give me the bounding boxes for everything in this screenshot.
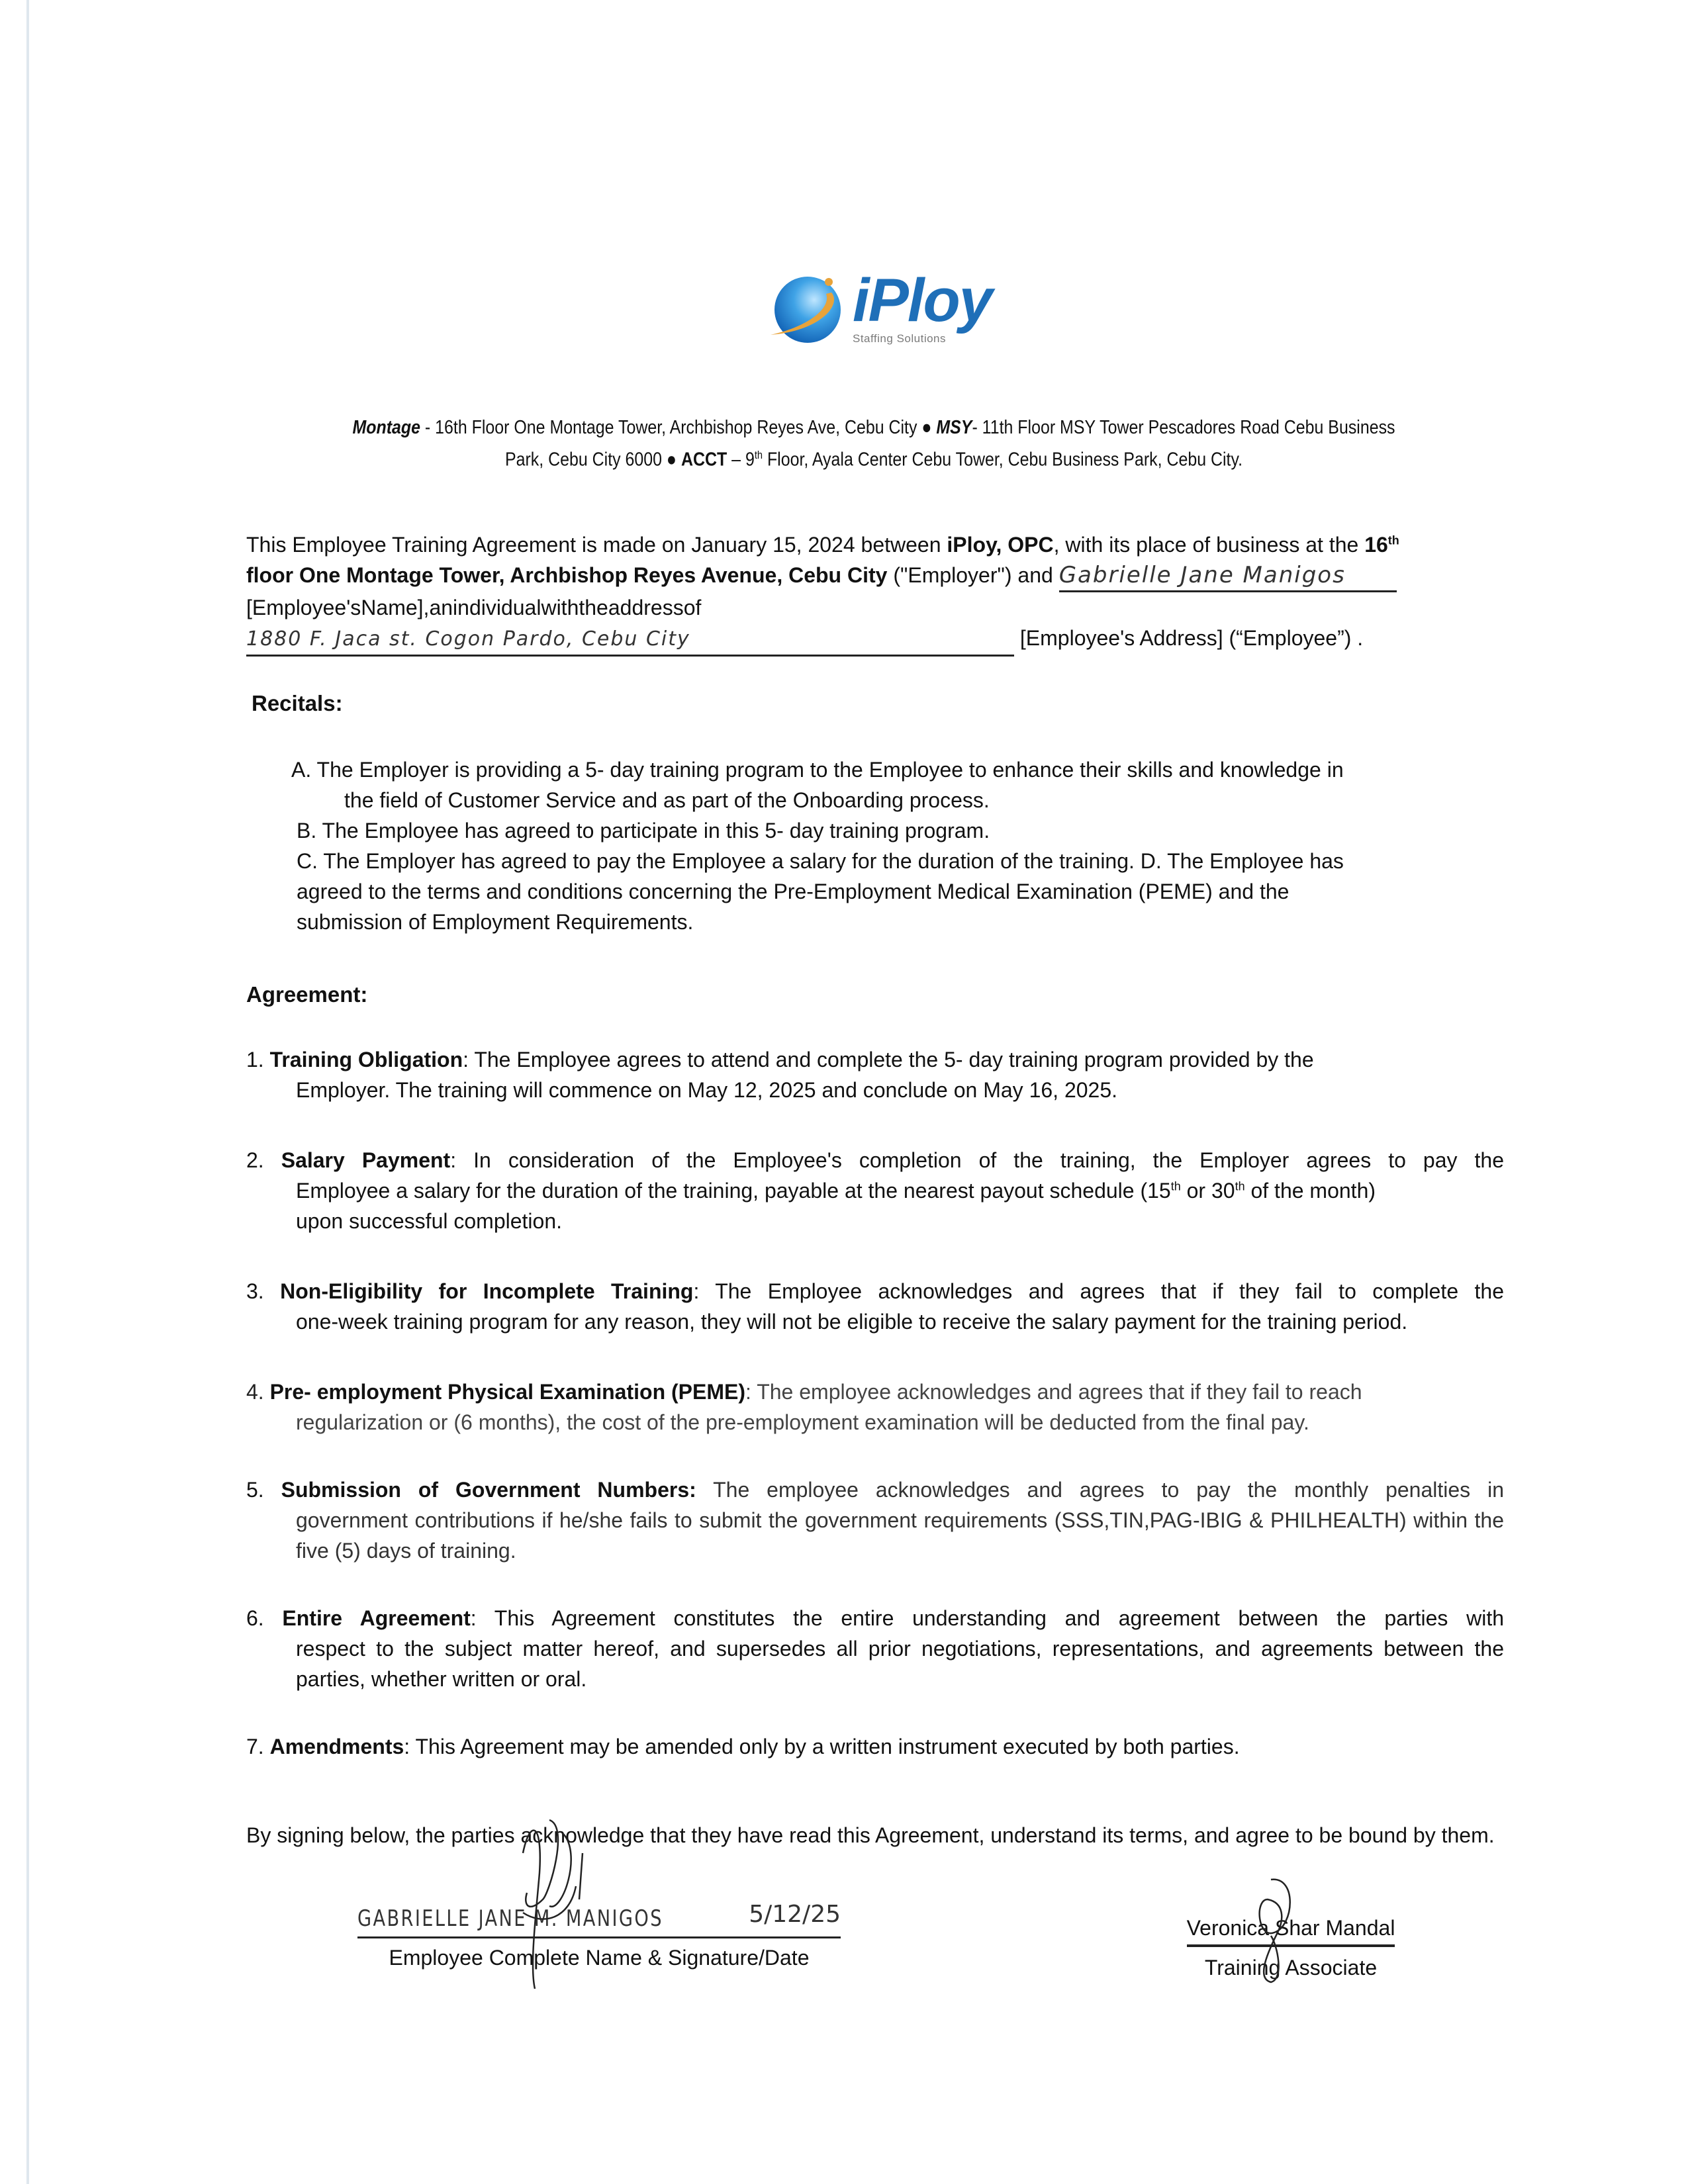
sup: th xyxy=(1170,1179,1181,1193)
employer-address: floor One Montage Tower, Archbishop Reyes Avenue, Cebu City xyxy=(246,563,888,587)
recital-c-cont: submission of Employment Requirements. xyxy=(297,910,694,934)
clause-number: 7. xyxy=(246,1735,270,1758)
company-name: iPloy, OPC xyxy=(947,533,1054,557)
intro-word: [Employee's xyxy=(246,596,361,619)
recitals-list xyxy=(291,754,1496,937)
agreement-heading: Agreement: xyxy=(246,982,368,1007)
trainer-signature-block xyxy=(1172,1913,1410,1983)
recital-b: B. The Employee has agreed to participate in this 5- day training program. xyxy=(297,819,990,842)
employee-signature-block xyxy=(357,1899,841,1973)
intro-line-4 xyxy=(246,623,1504,657)
clause-government-numbers xyxy=(246,1475,1504,1566)
acct-sup: th xyxy=(754,449,763,461)
sup: th xyxy=(1235,1179,1245,1193)
brand-tagline: Staffing Solutions xyxy=(853,332,946,345)
clause-number: 6. xyxy=(246,1606,283,1630)
msy-address: - 11th Floor MSY Tower Pescadores Road Cebu Business Park, Cebu City 6000 xyxy=(504,417,1395,471)
scan-edge-line xyxy=(26,0,29,2184)
employee-sign-date: 5/12/25 xyxy=(749,1901,841,1928)
swoosh-icon xyxy=(768,278,854,344)
intro-paragraph xyxy=(246,529,1504,657)
intro-word: Name], xyxy=(361,596,430,619)
recital-a: A. The Employer is providing a 5- day training program to the Employee to enhance their skills and knowledge in xyxy=(291,758,1344,782)
clause-text-cont xyxy=(246,1175,1504,1206)
intro-word: the xyxy=(579,596,608,619)
clause-title: Non-Eligibility for Incomplete Training xyxy=(280,1279,694,1303)
acct-label: ACCT xyxy=(680,449,727,471)
clause-text-cont: Employer. The training will commence on May 12, 2025 and conclude on May 16, 2025. xyxy=(296,1078,1118,1102)
employee-name-field[interactable]: Gabrielle Jane Manigos xyxy=(1059,560,1397,592)
floor-sup: th xyxy=(1387,533,1399,547)
clause-training-obligation xyxy=(246,1044,1504,1105)
intro-line-2 xyxy=(246,560,1504,592)
clause-number: 3. xyxy=(246,1279,281,1303)
clause-entire-agreement xyxy=(246,1603,1504,1694)
clause-text-cont: regularization or (6 months), the cost of the pre-employment examination will be deducted from the final pay. xyxy=(296,1410,1309,1434)
clause-salary-payment xyxy=(246,1145,1504,1236)
employee-signature-line[interactable] xyxy=(357,1899,841,1938)
clause-title: Amendments xyxy=(269,1735,404,1758)
intro-word: an xyxy=(429,596,453,619)
clause-number: 2. xyxy=(246,1148,281,1172)
clause-title: Salary Payment xyxy=(281,1148,451,1172)
clause-text: : This Agreement constitutes the entire understanding and agreement between the parties with xyxy=(470,1606,1505,1630)
acct-address-post: Floor, Ayala Center Cebu Tower, Cebu Business Park, Cebu City. xyxy=(763,449,1243,471)
clause-text: : The employee acknowledges and agrees that if they fail to reach xyxy=(745,1380,1362,1404)
clause-text-cont: government contributions if he/she fails to submit the government requirements (SSS,TIN,PAG-IBIG & PHILHEALTH) within the five (5) days of training. xyxy=(296,1508,1504,1563)
montage-label: Montage xyxy=(352,417,420,438)
clause-non-eligibility xyxy=(246,1276,1504,1337)
intro-word: with xyxy=(541,596,579,619)
employee-signature-label: Employee Complete Name & Signature/Date xyxy=(389,1946,810,1970)
employee-printed-name: GABRIELLE JANE M. MANIGOS xyxy=(357,1905,663,1932)
clause-text: : This Agreement may be amended only by a written instrument executed by both parties. xyxy=(404,1735,1240,1758)
clause-title: Training Obligation xyxy=(269,1048,463,1071)
trainer-name: Veronica Shar Mandal xyxy=(1187,1913,1395,1947)
intro-text: This Employee Training Agreement is made on January 15, 2024 between xyxy=(246,533,947,557)
clause-text-cont: one-week training program for any reason, they will not be eligible to receive the salary payment for the training period. xyxy=(296,1310,1408,1334)
montage-address: - 16th Floor One Montage Tower, Archbishop Reyes Ave, Cebu City xyxy=(420,417,922,438)
msy-label: MSY xyxy=(936,417,972,438)
intro-word: individual xyxy=(453,596,541,619)
clause-text: of the month) xyxy=(1244,1179,1376,1203)
agreement-clauses xyxy=(246,1044,1504,1795)
intro-line-1 xyxy=(246,529,1504,560)
clause-title: Submission of Government Numbers: xyxy=(281,1478,696,1502)
closing-statement: By signing below, the parties acknowledge that they have read this Agreement, understand its terms, and agree to be bound by them. xyxy=(246,1823,1495,1847)
brand-name: iPloy xyxy=(853,267,992,334)
clause-number: 1. xyxy=(246,1048,270,1071)
acct-address-pre: – 9 xyxy=(727,449,755,471)
clause-text: : In consideration of the Employee's completion of the training, the Employer agrees to pay the xyxy=(450,1148,1505,1172)
recital-c: C. The Employer has agreed to pay the Employee a salary for the duration of the training. D. The Employee has xyxy=(297,849,1344,873)
recital-a-cont: the field of Customer Service and as part of the Onboarding process. xyxy=(344,788,990,812)
bullet-icon: ● xyxy=(666,449,677,471)
bullet-icon: ● xyxy=(921,417,932,438)
recital-c-cont: agreed to the terms and conditions concerning the Pre-Employment Medical Examination (PEME) and the xyxy=(297,880,1289,903)
intro-text: , with its place of business at the xyxy=(1053,533,1365,557)
recitals-heading: Recitals: xyxy=(252,691,343,715)
intro-word: of xyxy=(683,596,702,619)
address-suffix: [Employee's Address] (“Employee”) . xyxy=(1014,626,1364,650)
clause-text: Employee a salary for the duration of the training, payable at the nearest payout schedule (15 xyxy=(296,1179,1171,1203)
clause-amendments xyxy=(246,1731,1504,1762)
intro-line-3 xyxy=(246,592,1491,623)
office-addresses xyxy=(339,414,1409,474)
clause-text: The employee acknowledges and agrees to pay the monthly penalties in xyxy=(696,1478,1505,1502)
intro-text: ("Employer") and xyxy=(887,563,1059,587)
intro-word: address xyxy=(608,596,684,619)
clause-text: : The Employee agrees to attend and complete the 5- day training program provided by the xyxy=(463,1048,1314,1071)
clause-title: Pre- employment Physical Examination (PEME) xyxy=(269,1380,745,1404)
floor-number: 16 xyxy=(1364,533,1388,557)
clause-text: : The Employee acknowledges and agrees that if they fail to complete the xyxy=(693,1279,1505,1303)
trainer-role: Training Associate xyxy=(1204,1956,1378,1979)
clause-number: 5. xyxy=(246,1478,281,1502)
employee-address-field[interactable]: 1880 F. Jaca st. Cogon Pardo, Cebu City xyxy=(246,624,1014,657)
clause-title: Entire Agreement xyxy=(282,1606,471,1630)
clause-peme xyxy=(246,1377,1504,1437)
iploy-logo xyxy=(768,265,1006,351)
clause-number: 4. xyxy=(246,1380,270,1404)
clause-text: or 30 xyxy=(1180,1179,1235,1203)
clause-text-cont: upon successful completion. xyxy=(296,1209,562,1233)
clause-text-cont: respect to the subject matter hereof, and supersedes all prior negotiations, representations, and agreements between the parties, whether written or oral. xyxy=(296,1637,1504,1691)
